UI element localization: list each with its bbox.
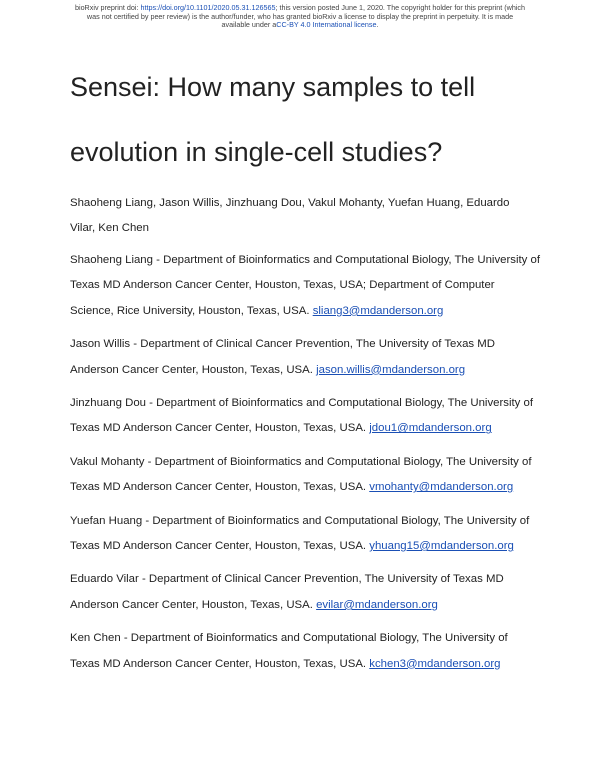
email-link[interactable]: kchen3@mdanderson.org: [369, 657, 501, 670]
paper-title-line-2: evolution in single-cell studies?: [70, 137, 443, 167]
affiliation-text: Eduardo Vilar - Department of Clinical Cancer Prevention, The University of Texas MD Anderson Cancer Center, Houston, Texas, USA.: [70, 573, 504, 611]
affiliation-item: [70, 626, 540, 677]
email-link[interactable]: sliang3@mdanderson.org: [312, 304, 444, 317]
affiliation-text: Vakul Mohanty - Department of Bioinformatics and Computational Biology, The University of Texas MD Anderson Cancer Center, Houston, Texas, USA.: [70, 455, 532, 494]
affiliation-text: Shaoheng Liang - Department of Bioinformatics and Computational Biology, The University of Texas MD Anderson Cancer Center, Houston, Texas, USA; Department of Computer Science, Rice University, Houston, Texas, USA.: [70, 254, 541, 317]
affiliation-item: [70, 450, 540, 501]
email-link[interactable]: jdou1@mdanderson.org: [369, 422, 492, 435]
header-line3-prefix: available under a: [221, 20, 277, 30]
header-line1-rest: ; this version posted June 1, 2020. The copyright holder for this preprint (which: [275, 3, 526, 12]
license-link[interactable]: CC-BY 4.0 International license: [276, 20, 377, 30]
affiliation-item: [70, 509, 540, 560]
preprint-header: [40, 4, 560, 30]
affiliation-text: Jason Willis - Department of Clinical Cancer Prevention, The University of Texas MD Anderson Cancer Center, Houston, Texas, USA.: [70, 338, 495, 376]
affiliation-text: Ken Chen - Department of Bioinformatics and Computational Biology, The University of Texas MD Anderson Cancer Center, Houston, Texas, USA.: [70, 632, 508, 670]
affiliation-item: [70, 567, 540, 618]
doi-link[interactable]: https://doi.org/10.1101/2020.05.31.126565: [140, 3, 276, 12]
email-link[interactable]: yhuang15@mdanderson.org: [369, 540, 514, 553]
email-link[interactable]: evilar@mdanderson.org: [316, 598, 438, 611]
email-link[interactable]: jason.willis@mdanderson.org: [316, 363, 466, 376]
affiliation-text: Yuefan Huang - Department of Bioinformatics and Computational Biology, The University of Texas MD Anderson Cancer Center, Houston, Texas, USA.: [70, 514, 530, 553]
header-line-2: was not certified by peer review) is the author/funder, who has granted bioRxiv a license to display the preprint in perpetuity. It is made: [86, 11, 514, 21]
affiliation-list: [70, 248, 540, 685]
header-prefix: bioRxiv preprint doi:: [74, 3, 141, 12]
header-line-3: [40, 21, 560, 30]
paper-title-line-1: Sensei: How many samples to tell: [70, 72, 476, 102]
affiliation-item: [70, 391, 540, 442]
affiliation-text: Jinzhuang Dou - Department of Bioinformatics and Computational Biology, The University of Texas MD Anderson Cancer Center, Houston, Texas, USA.: [70, 397, 534, 435]
author-list: Shaoheng Liang, Jason Willis, Jinzhuang Dou, Vakul Mohanty, Yuefan Huang, Eduardo Vilar, Ken Chen: [70, 197, 510, 234]
header-line3-suffix: .: [376, 20, 379, 30]
affiliation-item: [70, 332, 540, 383]
email-link[interactable]: vmohanty@mdanderson.org: [369, 481, 514, 494]
affiliation-item: [70, 248, 540, 324]
